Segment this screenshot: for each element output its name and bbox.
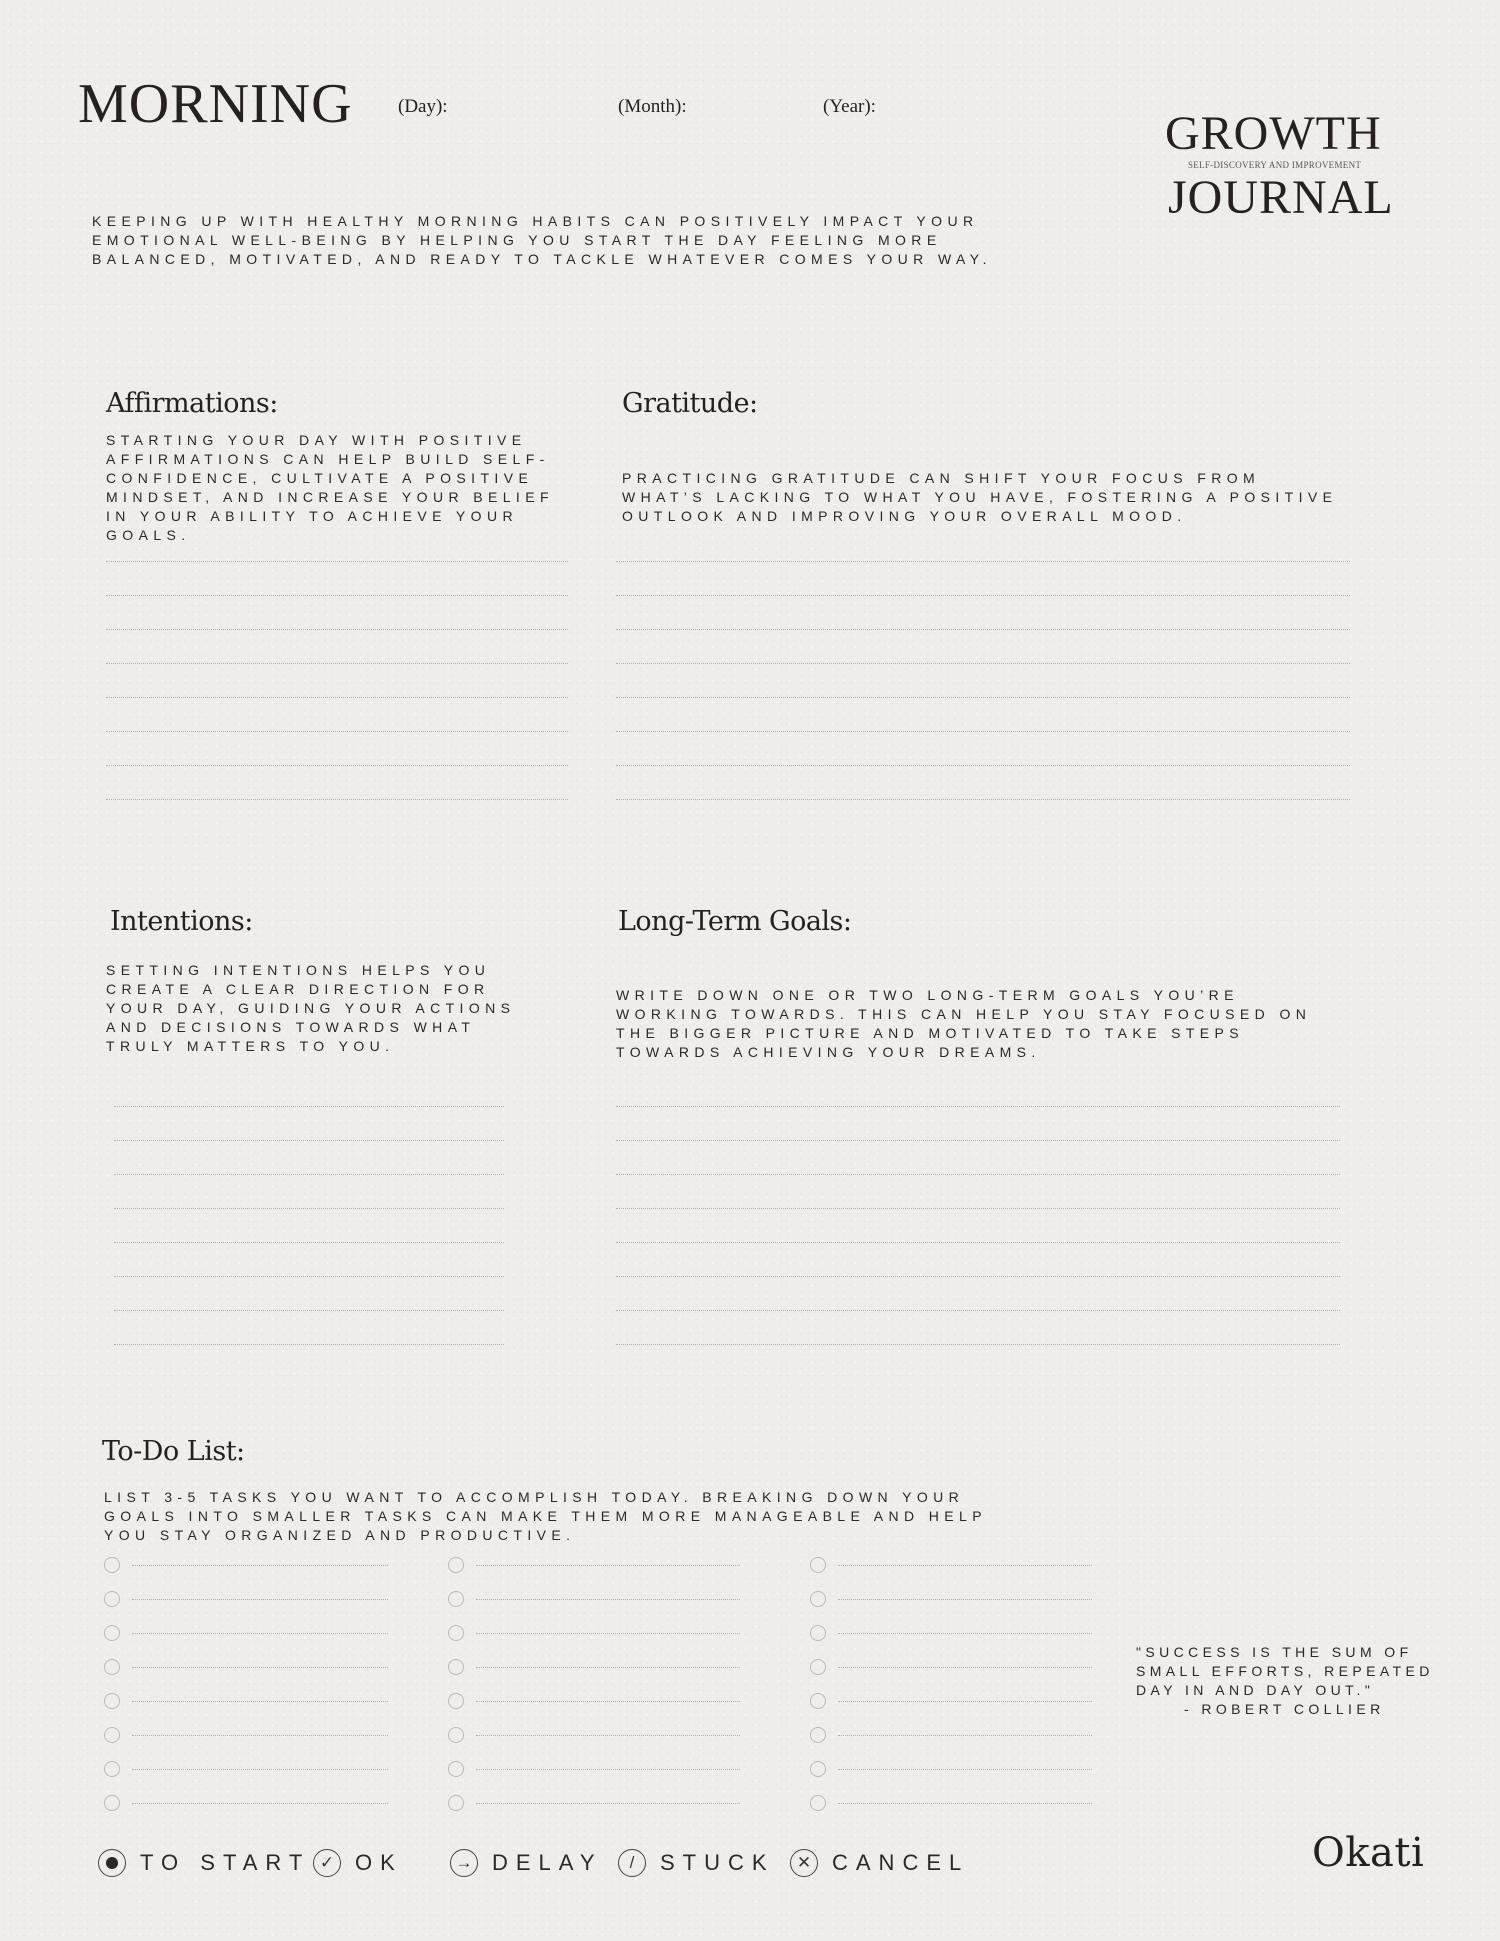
legend-label-delay: DELAY [492,1850,603,1875]
todo-item[interactable] [810,1736,1092,1770]
legend-to-start [98,1849,310,1877]
quote-author: - ROBERT COLLIER [1184,1701,1385,1717]
gratitude-heading: Gratitude: [622,388,758,419]
long-term-goals-lines[interactable] [616,1073,1340,1345]
gratitude-lines[interactable] [616,528,1350,800]
todo-item[interactable] [104,1566,388,1600]
brand-growth: GROWTH [1165,107,1382,160]
quote-text: "SUCCESS IS THE SUM OF SMALL EFFORTS, REPEATED DAY IN AND DAY OUT." [1136,1644,1434,1698]
todo-item[interactable] [448,1566,740,1600]
legend-label-stuck: STUCK [660,1850,775,1875]
todo-item[interactable] [810,1566,1092,1600]
todo-item[interactable] [104,1736,388,1770]
todo-item[interactable] [104,1770,388,1804]
legend-cancel [790,1849,969,1877]
quote [1136,1643,1466,1719]
filled-dot-icon [98,1849,126,1877]
todo-item[interactable] [104,1600,388,1634]
todo-item[interactable] [448,1532,740,1566]
page-title: MORNING [78,73,353,135]
gratitude-description: PRACTICING GRATITUDE CAN SHIFT YOUR FOCUS FROM WHAT’S LACKING TO WHAT YOU HAVE, FOSTERING A POSITIVE OUTLOOK AND IMPROVING YOUR OVERALL MOOD. [622,470,1338,524]
todo-item[interactable] [104,1668,388,1702]
todo-item[interactable] [448,1668,740,1702]
intentions-lines[interactable] [114,1073,504,1345]
year-label: (Year): [823,96,876,117]
slash-icon: / [618,1849,646,1877]
legend-label-cancel: CANCEL [832,1850,970,1875]
todo-item[interactable] [448,1736,740,1770]
intro-text: KEEPING UP WITH HEALTHY MORNING HABITS CAN POSITIVELY IMPACT YOUR EMOTIONAL WELL-BEING BY HELPING YOU START THE DAY FEELING MORE BALANCED, MOTIVATED, AND READY TO TACKLE WHATEVER COMES YOUR WAY. [92,213,992,267]
legend-label-ok: OK [355,1850,403,1875]
checkbox-icon[interactable] [448,1795,464,1811]
intentions-heading: Intentions: [110,906,253,937]
footer-brand: Okati [1312,1830,1425,1876]
todo-item[interactable] [810,1634,1092,1668]
todo-item[interactable] [810,1770,1092,1804]
todo-column-1 [104,1532,388,1804]
legend-ok [313,1849,403,1877]
todo-item[interactable] [104,1634,388,1668]
checkbox-icon[interactable] [810,1795,826,1811]
todo-column-3 [810,1532,1092,1804]
checkbox-icon[interactable] [104,1795,120,1811]
affirmations-lines[interactable] [106,528,568,800]
todo-item[interactable] [810,1668,1092,1702]
todo-item[interactable] [448,1770,740,1804]
todo-item[interactable] [448,1634,740,1668]
todo-item[interactable] [448,1600,740,1634]
todo-description: LIST 3-5 TASKS YOU WANT TO ACCOMPLISH TODAY. BREAKING DOWN YOUR GOALS INTO SMALLER TASKS CAN MAKE THEM MORE MANAGEABLE AND HELP YOU STAY ORGANIZED AND PRODUCTIVE. [104,1489,987,1543]
cross-icon: ✕ [790,1849,818,1877]
affirmations-heading: Affirmations: [106,388,278,419]
todo-item[interactable] [810,1702,1092,1736]
todo-item[interactable] [810,1600,1092,1634]
todo-column-2 [448,1532,740,1804]
todo-item[interactable] [810,1532,1092,1566]
legend-delay [450,1849,603,1877]
intentions-description: SETTING INTENTIONS HELPS YOU CREATE A CLEAR DIRECTION FOR YOUR DAY, GUIDING YOUR ACTIONS AND DECISIONS TOWARDS WHAT TRULY MATTERS TO YOU. [106,962,516,1054]
long-term-goals-description: WRITE DOWN ONE OR TWO LONG-TERM GOALS YOU’RE WORKING TOWARDS. THIS CAN HELP YOU STAY FOCUSED ON THE BIGGER PICTURE AND MOTIVATED TO TAKE STEPS TOWARDS ACHIEVING YOUR DREAMS. [616,987,1312,1060]
brand-tagline: SELF-DISCOVERY AND IMPROVEMENT [1188,160,1362,170]
check-icon: ✓ [313,1849,341,1877]
month-label: (Month): [618,96,687,117]
brand-journal: JOURNAL [1168,171,1394,224]
todo-heading: To-Do List: [102,1436,245,1467]
todo-item[interactable] [448,1702,740,1736]
arrow-right-icon: → [450,1849,478,1877]
todo-item[interactable] [104,1532,388,1566]
affirmations-description: STARTING YOUR DAY WITH POSITIVE AFFIRMATIONS CAN HELP BUILD SELF-CONFIDENCE, CULTIVATE A POSITIVE MINDSET, AND INCREASE YOUR BELIEF IN YOUR ABILITY TO ACHIEVE YOUR GOALS. [106,432,554,543]
day-label: (Day): [398,96,448,117]
legend-label-to-start: TO START [140,1850,311,1875]
legend-stuck [618,1849,775,1877]
todo-item[interactable] [104,1702,388,1736]
long-term-goals-heading: Long-Term Goals: [618,906,852,937]
